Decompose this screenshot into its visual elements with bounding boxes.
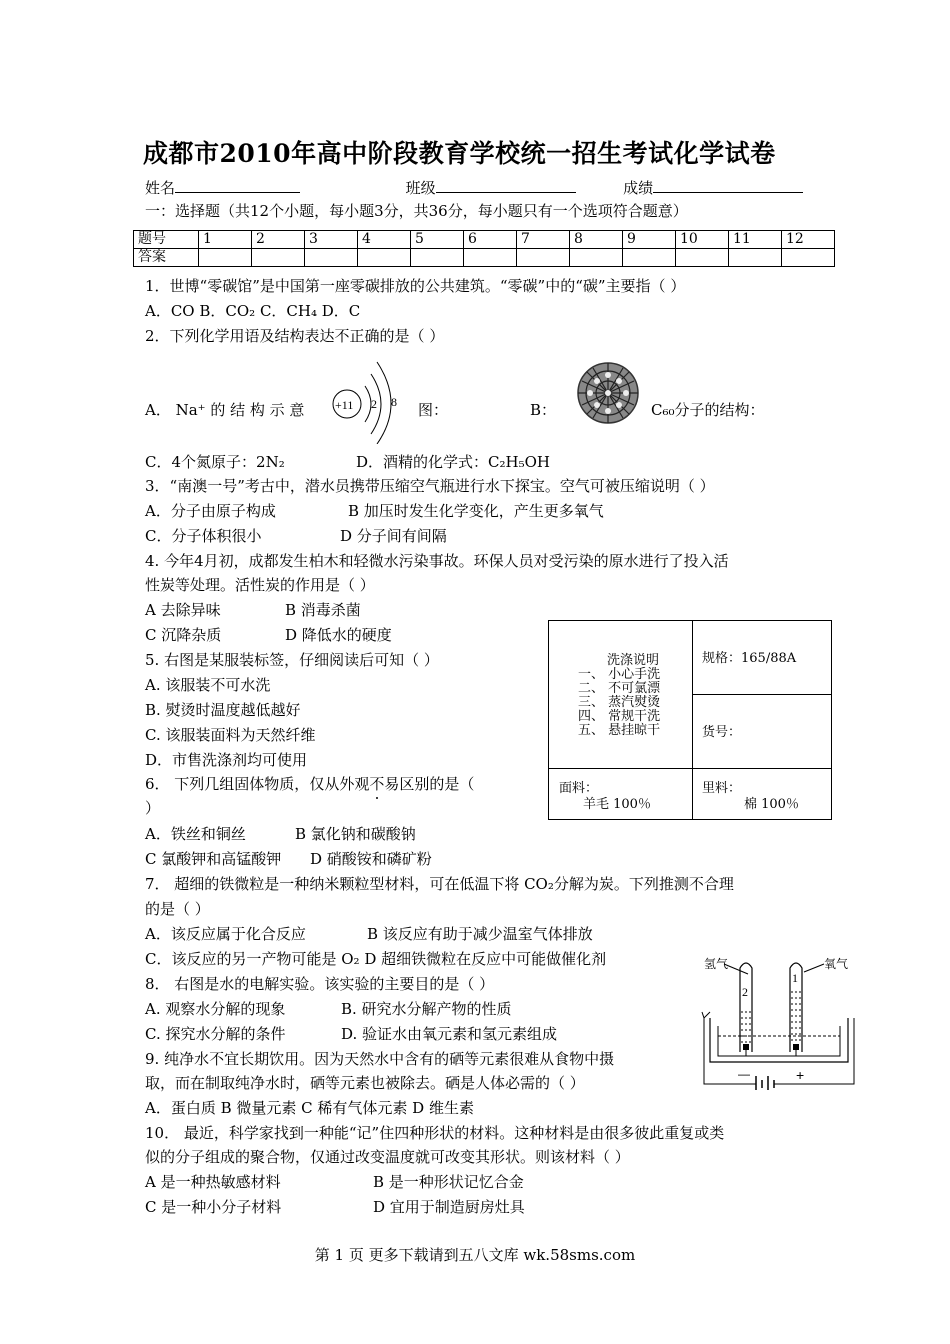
q7-option-cd: C．该反应的另一产物可能是 O₂ D 超细铁微粒在反应中可能做催化剂 — [145, 950, 607, 968]
q1-options: A．CO B．CO₂ C．CH₄ D．C — [145, 302, 361, 320]
water-electrolysis-diagram — [700, 952, 860, 1090]
sodium-ion-structure-diagram — [325, 358, 410, 444]
q4-stem-line2: 性炭等处理。活性炭的作用是（ ） — [145, 576, 375, 594]
q7-stem-line2: 的是（ ） — [145, 900, 210, 918]
q4-option-c: C 沉降杂质 — [145, 626, 222, 644]
q8-option-d: D. 验证水由氧元素和氢元素组成 — [341, 1025, 558, 1043]
q4-stem-line1: 4. 今年4月初，成都发生柏木和轻微水污染事故。环保人员对受污染的原水进行了投入活 — [145, 552, 729, 570]
answer-cell[interactable] — [623, 249, 676, 267]
electrode-leads — [746, 1050, 796, 1056]
student-info-row — [145, 176, 803, 199]
cathode — [743, 1044, 749, 1050]
inner-water-tank — [718, 1026, 840, 1056]
c60-molecule-image — [575, 361, 641, 425]
size-spec: 规格：165/88A — [702, 651, 797, 666]
answer-cell[interactable] — [676, 249, 729, 267]
cell-number: 4 — [358, 231, 411, 249]
wash-item: 二、 不可氯漂 — [578, 681, 661, 696]
score-label: 成绩 — [623, 179, 654, 197]
q2-option-d: D．酒精的化学式：C₂H₅OH — [356, 453, 550, 471]
name-label: 姓名 — [145, 179, 176, 197]
answer-cell[interactable] — [199, 249, 252, 267]
wash-item: 一、 小心手洗 — [578, 667, 661, 682]
lining-label: 里料： — [702, 781, 742, 796]
q6-emphasis: 不 — [369, 775, 385, 793]
positive-terminal: + — [796, 1067, 805, 1083]
q10-stem-line1: 10． 最近，科学家找到一种能“记”住四种形状的材料。这种材料是由很多彼此重复或类 — [145, 1124, 725, 1142]
hydrogen-tube-water — [741, 1012, 751, 1042]
q4-option-a: A 去除异味 — [145, 601, 221, 619]
cell-number: 5 — [411, 231, 464, 249]
q6-option-d: D 硝酸铵和磷矿粉 — [310, 850, 432, 868]
cell-number: 3 — [305, 231, 358, 249]
answer-table — [133, 230, 835, 267]
q2-option-c: C．4个氮原子：2N₂ — [145, 453, 285, 471]
q1-stem: 1．世博“零碳馆”是中国第一座零碳排放的公共建筑。“零碳”中的“碳”主要指（ ） — [145, 277, 686, 295]
q6-option-b: B 氯化钠和碳酸钠 — [295, 825, 416, 843]
q5-stem: 5. 右图是某服装标签，仔细阅读后可知（ ） — [145, 651, 439, 669]
q2-option-a-text: A． Na⁺ 的 结 构 示 意 — [145, 401, 305, 419]
fabric-label: 面料： — [559, 781, 599, 796]
q2-option-a-suffix: 图： — [418, 401, 449, 419]
hydrogen-tube — [740, 963, 752, 1052]
shell-count-1: 2 — [371, 397, 377, 411]
q6-stem-line2: ） — [145, 799, 161, 817]
row-label-answer: 答案 — [134, 249, 199, 267]
oxygen-label: 氧气 — [824, 957, 849, 971]
q8-stem: 8． 右图是水的电解实验。该实验的主要目的是（ ） — [145, 975, 495, 993]
cell-number: 8 — [570, 231, 623, 249]
q3-stem: 3．“南澳一号”考古中，潜水员携带压缩空气瓶进行水下探宝。空气可被压缩说明（ ） — [145, 477, 715, 495]
clothing-label-box — [548, 620, 832, 820]
answer-cell[interactable] — [570, 249, 623, 267]
class-label: 班级 — [405, 179, 436, 197]
q9-stem-line1: 9. 纯净水不宜长期饮用。因为天然水中含有的硒等元素很难从食物中摄 — [145, 1050, 615, 1068]
wash-instructions-title: 洗涤说明 — [607, 653, 660, 668]
q10-option-d: D 宜用于制造厨房灶具 — [373, 1198, 525, 1216]
table-row — [134, 231, 835, 249]
q5-option-a: A. 该服装不可水洗 — [145, 676, 271, 694]
page-title: 成都市2010年高中阶段教育学校统一招生考试化学试卷 — [143, 139, 776, 168]
hydrogen-label: 氢气 — [704, 957, 729, 971]
q8-option-b: B. 研究水分解产物的性质 — [341, 1000, 512, 1018]
cell-number: 9 — [623, 231, 676, 249]
cell-number: 1 — [199, 231, 252, 249]
q8-option-c: C. 探究水分解的条件 — [145, 1025, 286, 1043]
q9-options: A．蛋白质 B 微量元素 C 稀有气体元素 D 维生素 — [145, 1099, 474, 1117]
anode — [793, 1044, 799, 1050]
cell-number: 6 — [464, 231, 517, 249]
q10-stem-line2: 似的分子组成的聚合物，仅通过改变温度就可改变其形状。则该材料（ ） — [145, 1148, 630, 1166]
answer-cell[interactable] — [411, 249, 464, 267]
q6-option-c: C 氯酸钾和高锰酸钾 — [145, 850, 282, 868]
q3-option-d: D 分子间有间隔 — [340, 527, 447, 545]
q10-option-b: B 是一种形状记忆合金 — [373, 1173, 524, 1191]
q9-stem-line2: 取，而在制取纯净水时，硒等元素也被除去。硒是人体必需的（ ） — [145, 1074, 585, 1092]
wash-item: 四、 常规干洗 — [578, 709, 661, 724]
page-footer: 第 1 页 更多下载请到五八文库 wk.58sms.com — [314, 1246, 636, 1264]
q3-option-a: A．分子由原子构成 — [145, 502, 276, 520]
q7-option-a: A．该反应属于化合反应 — [145, 925, 306, 943]
q4-option-d: D 降低水的硬度 — [285, 626, 392, 644]
lining-value: 棉 100％ — [744, 797, 799, 812]
shell-count-2: 8 — [391, 395, 397, 409]
tube-2-label: 2 — [742, 985, 748, 999]
wash-item: 五、 悬挂晾干 — [578, 723, 661, 738]
q3-option-b: B 加压时发生化学变化，产生更多氧气 — [348, 502, 604, 520]
cell-number: 12 — [782, 231, 835, 249]
table-row — [134, 249, 835, 267]
electron-shell-3 — [377, 362, 391, 444]
answer-cell[interactable] — [464, 249, 517, 267]
q8-option-a: A. 观察水分解的现象 — [145, 1000, 286, 1018]
q3-option-c: C．分子体积很小 — [145, 527, 262, 545]
q6-option-a: A．铁丝和铜丝 — [145, 825, 246, 843]
oxygen-tube-water — [791, 992, 801, 1040]
q7-stem-line1: 7． 超细的铁微粒是一种纳米颗粒型材料，可在低温下将 CO₂分解为炭。下列推测不合理 — [145, 875, 734, 893]
answer-cell[interactable] — [358, 249, 411, 267]
q2-option-b-text: C₆₀分子的结构： — [651, 401, 765, 419]
battery-icon — [756, 1076, 774, 1090]
wash-item: 三、 蒸汽熨烫 — [578, 695, 661, 710]
answer-cell[interactable] — [517, 249, 570, 267]
q10-option-c: C 是一种小分子材料 — [145, 1198, 282, 1216]
nucleus-charge: +11 — [335, 398, 354, 412]
q5-option-b: B. 熨烫时温度越低越好 — [145, 701, 301, 719]
q7-option-b: B 该反应有助于减少温室气体排放 — [367, 925, 593, 943]
q6-stem-post: 易区别的是（ — [384, 775, 475, 793]
answer-cell[interactable] — [729, 249, 782, 267]
q2-option-b-label: B： — [530, 401, 557, 419]
q5-option-d: D．市售洗涤剂均可使用 — [145, 751, 308, 769]
q6-stem — [145, 773, 474, 795]
beaker — [710, 1018, 848, 1062]
cell-number: 2 — [252, 231, 305, 249]
q2-stem: 2．下列化学用语及结构表达不正确的是（ ） — [145, 327, 445, 345]
score-blank — [653, 176, 803, 193]
name-blank — [175, 176, 300, 193]
q6-stem-pre: 6． 下列几组固体物质，仅从外观 — [145, 775, 370, 793]
fabric-value: 羊毛 100％ — [583, 797, 651, 812]
q10-option-a: A 是一种热敏感材料 — [145, 1173, 281, 1191]
circuit-wires — [704, 1018, 854, 1084]
row-label-number: 题号 — [134, 231, 199, 249]
cell-number: 7 — [517, 231, 570, 249]
item-number: 货号： — [702, 725, 742, 740]
tube-1-label: 1 — [792, 971, 798, 985]
oxygen-pointer — [804, 964, 824, 972]
section-heading: 一：选择题（共12个小题，每小题3分，共36分，每小题只有一个选项符合题意） — [145, 202, 688, 220]
cell-number: 11 — [729, 231, 782, 249]
q4-option-b: B 消毒杀菌 — [285, 601, 361, 619]
q5-option-c: C. 该服装面料为天然纤维 — [145, 726, 316, 744]
answer-cell[interactable] — [782, 249, 835, 267]
class-blank — [436, 176, 576, 193]
negative-terminal: — — [738, 1067, 750, 1081]
cell-number: 10 — [676, 231, 729, 249]
answer-cell[interactable] — [305, 249, 358, 267]
answer-cell[interactable] — [252, 249, 305, 267]
